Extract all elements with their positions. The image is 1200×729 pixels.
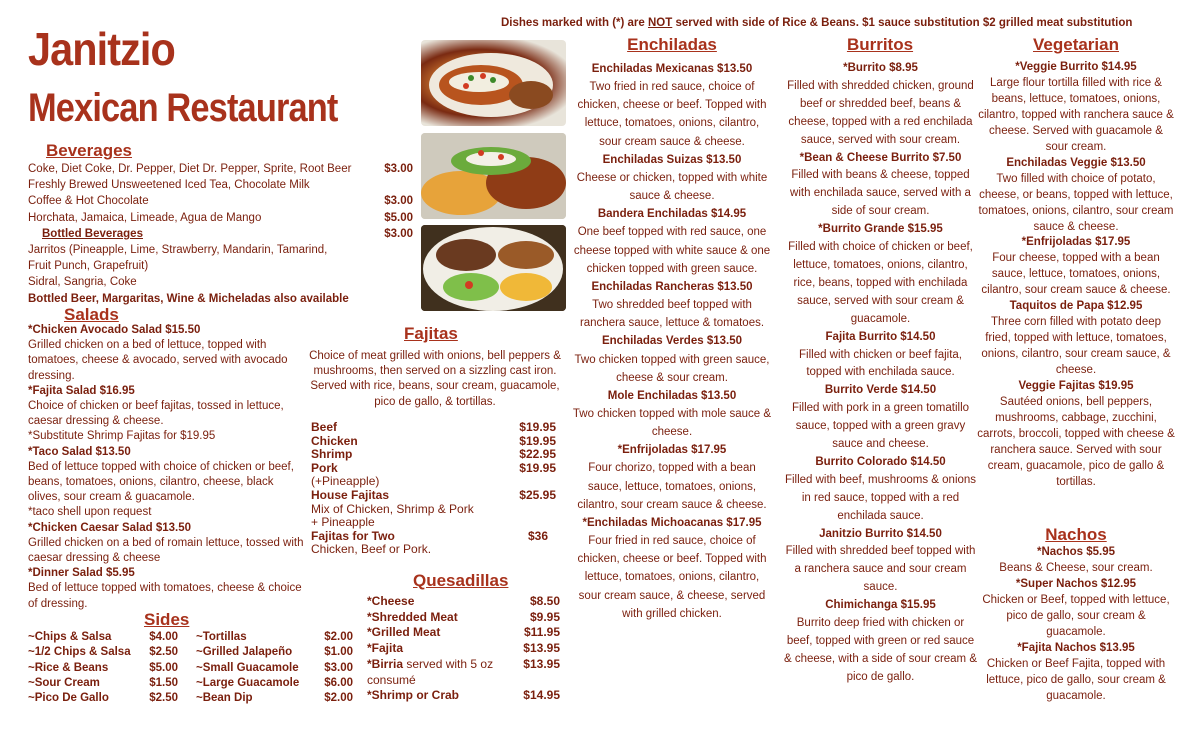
side-item <box>28 691 178 706</box>
fajita-item <box>311 489 556 503</box>
vegetarian-name: *Veggie Burrito $14.95 <box>1015 61 1137 73</box>
burrito-name: *Burrito Grande $15.95 <box>818 223 943 236</box>
side-item <box>28 676 178 691</box>
side-price: $6.00 <box>324 676 353 689</box>
quesadilla-name: *Birria <box>367 656 404 671</box>
burrito-desc: Filled with beans & cheese, topped with enchilada sauce, served with a side of sour cream. <box>790 169 971 218</box>
quesadilla-item <box>367 641 560 657</box>
fajitas-title: Fajitas <box>404 324 458 343</box>
side-name: ~Large Guacamole <box>196 676 300 689</box>
fajita-price: $19.95 <box>519 420 556 434</box>
side-price: $2.50 <box>149 692 178 705</box>
enchilada-name: *Enfrijoladas $17.95 <box>617 444 727 457</box>
enchilada-desc: Cheese or chicken, topped with white sauce & cheese. <box>576 171 768 203</box>
enchilada-name: Mole Enchiladas $13.50 <box>607 389 737 402</box>
fajita-note: + Pineapple <box>311 515 375 530</box>
nachos-list <box>977 545 1175 705</box>
sides-title: Sides <box>144 610 190 629</box>
bottled-line: Jarritos (Pineapple, Lime, Strawberry, Mandarin, Tamarind, <box>28 244 328 257</box>
quesadilla-price: $9.95 <box>529 609 560 624</box>
salad-desc: Bed of lettuce topped with choice of chicken or beef, beans, tomatoes, onions, cilantro, cheese, black olives, sour cream & guacamole. <box>28 460 294 504</box>
burrito-desc: Filled with chicken or beef fajita, topped with enchilada sauce. <box>799 348 962 379</box>
beverages-title: Beverages <box>46 141 133 160</box>
vegetarian-name: *Enfrijoladas $17.95 <box>1021 236 1131 249</box>
fajita-name: Shrimp <box>311 447 353 462</box>
food-photo-fajita-plate <box>421 225 566 311</box>
fajita-price: $22.95 <box>519 447 556 462</box>
side-price: $3.00 <box>324 661 353 674</box>
quesadilla-price: $14.95 <box>523 688 560 703</box>
beverage-line <box>28 161 415 177</box>
header-note <box>501 17 1132 29</box>
quesadilla-note: consumé <box>367 672 416 687</box>
fajita-price: $19.95 <box>519 460 556 475</box>
restaurant-name: Janitzio <box>28 23 175 75</box>
sides-left <box>28 630 178 706</box>
beverage-line-price: $3.00 <box>384 163 413 175</box>
burrito-desc: Burrito deep fried with chicken or beef, topped with green or red sauce & cheese, with a side of sour cream & pico de gallo. <box>783 617 978 683</box>
vegetarian-desc: Three corn filled with potato deep fried, topped with lettuce, tomatoes, onions, cilantro, sour cream sauce, & cheese. <box>981 316 1171 377</box>
vegetarian-desc: Sautéed onions, bell peppers, mushrooms, cabbage, zucchini, carrots, broccoli, topped with cheese & ranchera sauce. Served with sour cream, guacamole, pico de gallo & tortillas. <box>977 396 1175 488</box>
burritos-list <box>783 60 978 687</box>
quesadilla-item <box>367 610 560 626</box>
burrito-desc: Filled with choice of chicken or beef, lettuce, tomatoes, onions, cilantro, rice, beans, topped with enchilada sauce, served with sour cream & guacamole. <box>788 241 973 325</box>
vegetarian-desc: Two filled with choice of potato, cheese, or beans, topped with lettuce, tomatoes, onions, cilantro, sour cream sauce & cheese. <box>978 172 1174 233</box>
vegetarian-name: Veggie Fajitas $19.95 <box>1018 380 1134 393</box>
quesadilla-item <box>367 625 560 641</box>
enchilada-desc: Two fried in red sauce, choice of chicken, cheese or beef. Topped with lettuce, tomatoes, onions, cilantro, sour cream sauce & cheese. <box>577 81 767 148</box>
beverage-line-price: $5.00 <box>384 211 413 224</box>
nacho-name: *Nachos $5.95 <box>1037 546 1115 558</box>
enchilada-desc: Four chorizo, topped with a bean sauce, lettuce, tomatoes, onions, cilantro, sour cream sauce & cheese. <box>577 462 767 511</box>
fajita-item <box>311 435 556 449</box>
salad-name: *Fajita Salad $16.95 <box>28 384 135 397</box>
beverage-line <box>28 177 415 193</box>
vegetarian-desc: Large flour tortilla filled with rice & beans, lettuce, tomatoes, onions, cilantro, topped with ranchera sauce & cheese. Served with guacamole & sour cream. <box>978 76 1174 153</box>
restaurant-subtitle: Mexican Restaurant <box>28 86 338 130</box>
fajita-plate-photo-art <box>421 225 566 311</box>
burrito-desc: Filled with beef, mushrooms & onions in red sauce, topped with a red enchilada sauce. <box>784 473 977 522</box>
quesadilla-name: *Grilled Meat <box>367 625 441 640</box>
quesadilla-price: $11.95 <box>523 625 560 640</box>
salads-title: Salads <box>64 305 119 324</box>
fajita-item <box>311 448 556 462</box>
nachos-title: Nachos <box>1045 525 1107 544</box>
side-item <box>196 645 353 660</box>
fajita-item <box>311 530 556 544</box>
quesadillas-title: Quesadillas <box>413 571 509 590</box>
side-price: $4.00 <box>149 631 178 643</box>
burrito-desc: Filled with shredded chicken, ground beef or shredded beef, beans & cheese, topped with a red enchilada sauce, served with sour cream. <box>787 79 974 146</box>
vegetarian-name: Enchiladas Veggie $13.50 <box>1006 156 1146 169</box>
salad-name: *Chicken Avocado Salad $15.50 <box>28 324 201 336</box>
enchiladas-list <box>572 60 772 623</box>
fajita-name: House Fajitas <box>311 487 390 502</box>
sides-right <box>196 630 353 706</box>
side-name: ~Grilled Jalapeño <box>196 646 293 659</box>
fajitas-list <box>311 421 556 557</box>
beverage-line-price: $3.00 <box>384 195 413 208</box>
fajita-name: Fajitas for Two <box>311 528 395 543</box>
enchilada-name: *Enchiladas Michoacanas $17.95 <box>582 516 762 529</box>
nacho-desc: Beans & Cheese, sour cream. <box>999 561 1153 574</box>
food-photo-flautas <box>421 133 566 219</box>
side-name: ~Sour Cream <box>28 676 100 689</box>
beverage-line <box>28 210 415 226</box>
enchilada-desc: Two chicken topped with mole sauce & cheese. <box>572 407 772 439</box>
fajita-item <box>311 421 556 435</box>
side-price: $2.50 <box>149 646 178 659</box>
side-item <box>196 676 353 691</box>
enchilada-name: Enchiladas Verdes $13.50 <box>601 335 742 348</box>
side-item <box>28 645 178 660</box>
side-price: $1.50 <box>149 676 178 689</box>
enchilada-desc: Four fried in red sauce, choice of chicken, cheese or beef. Topped with lettuce, tomatoes, onions, cilantro, sour cream sauce, & cheese, served with grilled chicken. <box>577 535 767 620</box>
beverages-list <box>28 161 415 307</box>
burrito-desc: Filled with pork in a green tomatillo sauce, topped with a green gravy sauce and cheese. <box>791 402 970 451</box>
enchilada-desc: One beef topped with red sauce, one cheese topped with white sauce & one chicken topped with green sauce. <box>573 226 771 275</box>
salad-name: *Taco Salad $13.50 <box>28 445 131 458</box>
quesadillas-list <box>367 594 560 704</box>
salad-name: *Dinner Salad $5.95 <box>28 567 135 580</box>
bottled-line: Sidral, Sangria, Coke <box>28 276 137 289</box>
side-item <box>28 630 178 645</box>
vegetarian-title: Vegetarian <box>1033 35 1119 54</box>
quesadilla-item <box>367 688 560 704</box>
vegetarian-list <box>977 60 1175 491</box>
burritos-title: Burritos <box>846 35 914 54</box>
vegetarian-desc: Four cheese, topped with a bean sauce, lettuce, tomatoes, onions, cilantro, sour cream sauce & cheese. <box>981 252 1171 297</box>
salads-list <box>28 323 304 612</box>
fajita-note: Mix of Chicken, Shrimp & Pork <box>311 501 474 516</box>
side-name: ~Small Guacamole <box>196 661 299 674</box>
fajitas-desc: Choice of meat grilled with onions, bell peppers & mushrooms, then served on a sizzling cast iron. Served with rice, beans, sour cream, guacamole, pico de gallo, & tortillas. <box>309 350 561 408</box>
side-item <box>196 691 353 706</box>
side-name: ~Pico De Gallo <box>28 692 109 705</box>
enchilada-desc: Two chicken topped with green sauce, cheese & sour cream. <box>574 353 770 384</box>
food-photo-enchiladas <box>421 40 566 126</box>
quesadilla-item <box>367 657 560 673</box>
fajita-name: Beef <box>311 420 338 434</box>
quesadilla-name: *Fajita <box>367 641 404 656</box>
burrito-name: Fajita Burrito $14.50 <box>825 330 936 343</box>
burrito-name: Burrito Verde $14.50 <box>824 384 937 397</box>
quesadilla-name: *Shredded Meat <box>367 609 458 624</box>
fajita-price: $25.95 <box>519 487 556 502</box>
bottled-beverages-price: $3.00 <box>384 227 413 240</box>
fajita-name: Chicken <box>311 433 358 448</box>
burrito-name: *Burrito $8.95 <box>843 62 918 74</box>
bottled-line: Fruit Punch, Grapefruit) <box>28 260 149 273</box>
enchiladas-title: Enchiladas <box>627 35 717 54</box>
nacho-desc: Chicken or Beef Fajita, topped with lettuce, pico de gallo, sour cream & guacamole. <box>986 657 1166 702</box>
beverage-line-text: Coke, Diet Coke, Dr. Pepper, Diet Dr. Pepper, Sprite, Root Beer <box>28 163 352 175</box>
vegetarian-name: Taquitos de Papa $12.95 <box>1009 300 1143 313</box>
header-note-not: NOT <box>648 17 673 29</box>
side-item <box>28 661 178 676</box>
enchilada-name: Enchiladas Rancheras $13.50 <box>591 280 753 293</box>
burrito-desc: Filled with shredded beef topped with a ranchera sauce and sour cream sauce. <box>785 545 976 594</box>
side-price: $1.00 <box>324 646 353 659</box>
bottled-beverages-title: Bottled Beverages <box>42 227 143 240</box>
burrito-name: *Bean & Cheese Burrito $7.50 <box>799 151 962 164</box>
side-price: $2.00 <box>324 631 353 643</box>
fajita-name: Pork <box>311 460 338 475</box>
salad-extra: *taco shell upon request <box>28 506 152 519</box>
bar-note: Bottled Beer, Margaritas, Wine & Micheladas also available <box>28 292 349 305</box>
flautas-photo-art <box>421 133 566 219</box>
enchilada-desc: Two shredded beef topped with ranchera sauce, lettuce & tomatoes. <box>579 299 765 330</box>
enchiladas-photo-art <box>421 40 566 126</box>
nacho-name: *Super Nachos $12.95 <box>1015 577 1137 590</box>
enchilada-name: Enchiladas Mexicanas $13.50 <box>591 63 753 75</box>
fajita-note: Chicken, Beef or Pork. <box>311 542 432 557</box>
side-item <box>196 661 353 676</box>
fajita-price: $19.95 <box>519 433 556 448</box>
fajita-item <box>311 462 556 476</box>
salad-desc: Grilled chicken on a bed of romain lettuce, tossed with caesar dressing & cheese <box>28 536 304 565</box>
side-name: ~Chips & Salsa <box>28 631 112 643</box>
salad-desc: Bed of lettuce topped with tomatoes, cheese & choice of dressing. <box>28 582 302 610</box>
quesadilla-price: $13.95 <box>523 641 560 656</box>
quesadilla-name: *Cheese <box>367 594 415 608</box>
quesadilla-name-rest: served with 5 oz <box>403 656 494 671</box>
beverage-line-text: Coffee & Hot Chocolate <box>28 195 149 208</box>
header-note-pre: Dishes marked with (*) are <box>501 17 648 29</box>
beverage-line-text: Freshly Brewed Unsweetened Iced Tea, Chocolate Milk <box>28 179 310 192</box>
burrito-name: Janitzio Burrito $14.50 <box>819 527 942 540</box>
salad-desc: Grilled chicken on a bed of lettuce, topped with tomatoes, cheese & avocado, served with avocado dressing. <box>28 339 288 382</box>
salad-extra: *Substitute Shrimp Fajitas for $19.95 <box>28 430 216 443</box>
side-price: $5.00 <box>149 661 178 674</box>
side-name: ~Rice & Beans <box>28 661 109 674</box>
beverage-line <box>28 193 415 209</box>
side-price: $2.00 <box>324 692 353 705</box>
quesadilla-item <box>367 594 560 610</box>
side-name: ~1/2 Chips & Salsa <box>28 646 131 659</box>
salad-desc: Choice of chicken or beef fajitas, tossed in lettuce, caesar dressing & cheese. <box>28 400 284 428</box>
side-name: ~Bean Dip <box>196 692 253 705</box>
fajita-price: $36 <box>527 528 548 543</box>
side-item <box>196 630 353 645</box>
salad-name: *Chicken Caesar Salad $13.50 <box>28 521 192 534</box>
burrito-name: Chimichanga $15.95 <box>825 599 936 612</box>
quesadilla-name: *Shrimp or Crab <box>367 688 460 703</box>
bottled-beverages-heading <box>28 226 415 242</box>
side-name: ~Tortillas <box>196 631 247 643</box>
beverage-line-text: Horchata, Jamaica, Limeade, Agua de Mango <box>28 211 262 224</box>
header-note-post: served with side of Rice & Beans. $1 sauce substitution $2 grilled meat substitution <box>672 17 1133 29</box>
nacho-name: *Fajita Nachos $13.95 <box>1017 641 1135 654</box>
quesadilla-price: $13.95 <box>523 656 560 671</box>
nacho-desc: Chicken or Beef, topped with lettuce, pico de gallo, sour cream & guacamole. <box>982 593 1170 638</box>
quesadilla-price: $8.50 <box>529 594 560 608</box>
enchilada-name: Bandera Enchiladas $14.95 <box>597 208 747 221</box>
burrito-name: Burrito Colorado $14.50 <box>815 455 946 468</box>
fajita-note: (+Pineapple) <box>311 474 380 489</box>
enchilada-name: Enchiladas Suizas $13.50 <box>602 153 742 166</box>
